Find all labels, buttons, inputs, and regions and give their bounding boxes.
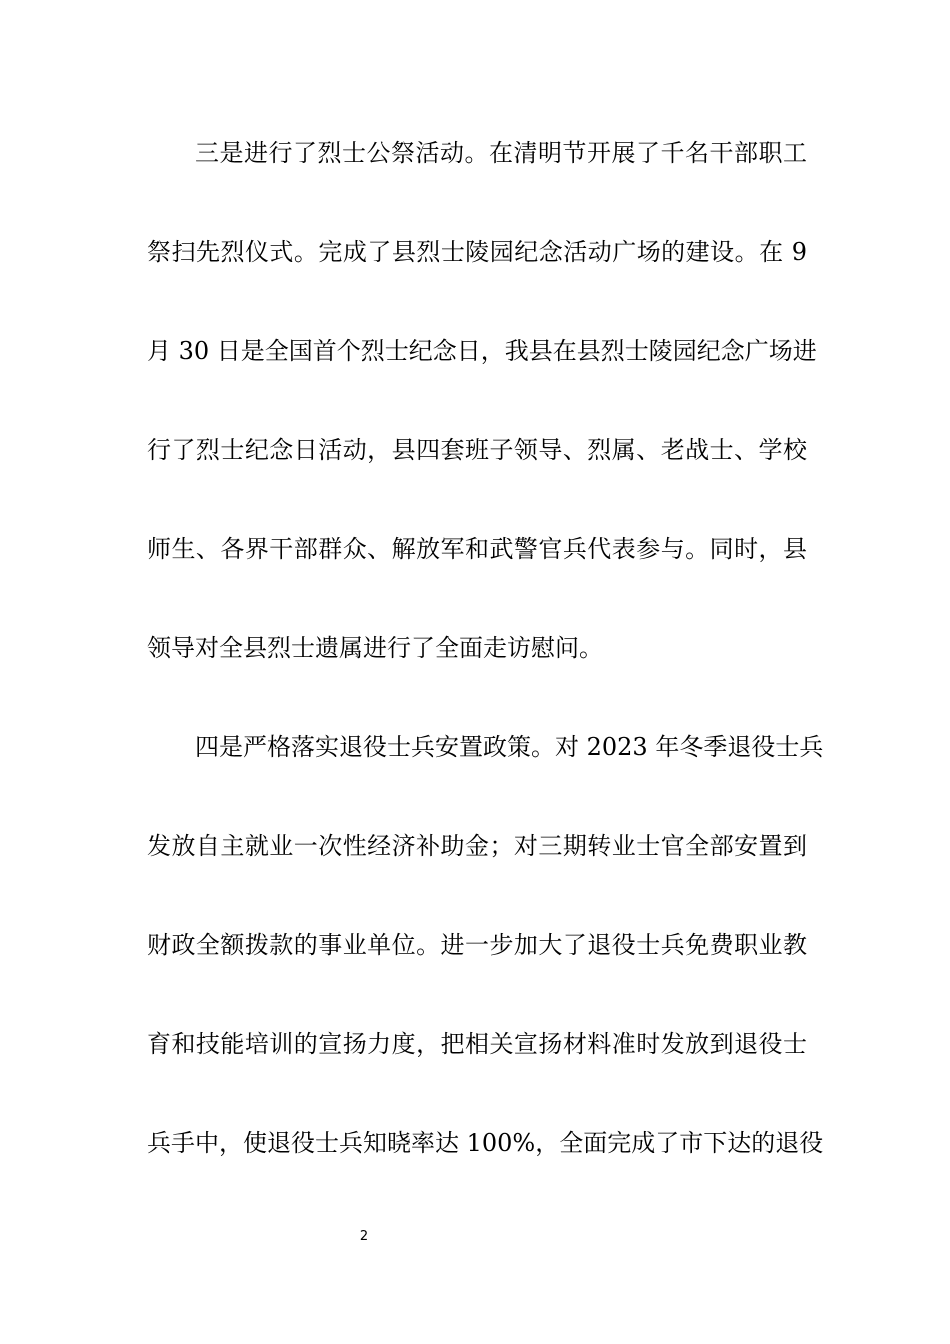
paragraph-3-line-2: 祭扫先烈仪式。完成了县烈士陵园纪念活动广场的建设。在 9 xyxy=(147,238,807,266)
paragraph-4-line-2: 发放自主就业一次性经济补助金；对三期转业士官全部安置到 xyxy=(147,832,807,860)
paragraph-4-line-5: 兵手中，使退役士兵知晓率达 100%，全面完成了市下达的退役 xyxy=(147,1129,824,1157)
paragraph-4-line-4: 育和技能培训的宣扬力度，把相关宣扬材料准时发放到退役士 xyxy=(147,1030,807,1058)
paragraph-4-line-3: 财政全额拨款的事业单位。进一步加大了退役士兵免费职业教 xyxy=(147,931,807,959)
paragraph-3-line-4: 行了烈士纪念日活动，县四套班子领导、烈属、老战士、学校 xyxy=(147,436,807,464)
paragraph-4-line-1: 四是严格落实退役士兵安置政策。对 2023 年冬季退役士兵 xyxy=(195,733,824,761)
page-number: 2 xyxy=(359,1229,369,1244)
paragraph-3-line-6: 领导对全县烈士遗属进行了全面走访慰问。 xyxy=(147,634,603,662)
paragraph-3-line-1: 三是进行了烈士公祭活动。在清明节开展了千名干部职工 xyxy=(195,139,807,167)
paragraph-3-line-3: 月 30 日是全国首个烈士纪念日，我县在县烈士陵园纪念广场进 xyxy=(147,337,817,365)
paragraph-3-line-5: 师生、各界干部群众、解放军和武警官兵代表参与。同时，县 xyxy=(147,535,807,563)
